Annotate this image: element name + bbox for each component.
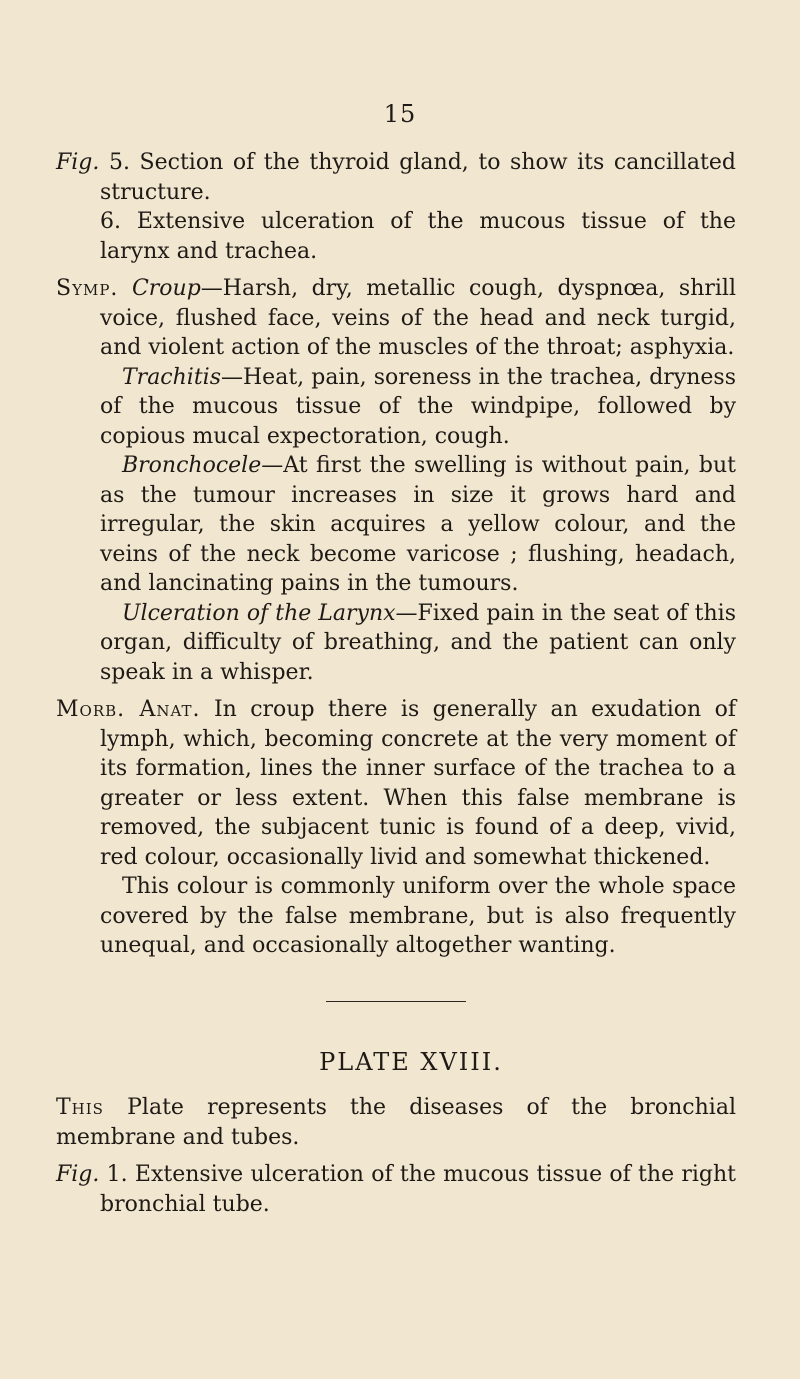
ulceration-text: —Fixed pain in the seat of this organ, difficulty of breathing, and the patient can only speak in a whisper. [100, 600, 736, 685]
fig-6-text: 6. Extensive ulceration of the mucous tissue of the larynx and trachea. [100, 209, 736, 264]
morbid-anatomy-continued [56, 872, 736, 961]
morb-text-1: In croup there is generally an exudation of lymph, which, becoming concrete at the very moment of its formation, lines the inner surface of the trachea to a greater or less extent. When this false membrane is removed, the subjacent tunic is found of a deep, vivid, red colour, occasionally livid and somewhat thickened. [100, 697, 736, 870]
croup-text: —Harsh, dry, metallic cough, dyspnœa, shrill voice, flushed face, veins of the head and neck turgid, and violent action of the muscles of the throat; asphyxia. [100, 276, 736, 360]
plate-fig-1-text: 1. Extensive ulceration of the mucous tissue of the right bronchial tube. [99, 1162, 736, 1217]
ulceration-title: Ulceration of the Larynx [122, 600, 396, 626]
bronchocele-title: Bronchocele [122, 453, 262, 478]
symptoms-bronchocele [56, 451, 736, 599]
trachitis-title: Trachitis [122, 364, 221, 390]
page-number: 15 [383, 100, 417, 128]
morbid-anatomy [56, 695, 736, 872]
fig-5-text: 5. Section of the thyroid gland, to show its cancillated structure. [99, 150, 736, 205]
fig-5-caption [56, 148, 736, 207]
plate-intro-text: Plate represents the diseases of the bronchial membrane and tubes. [56, 1095, 736, 1150]
symptoms-croup [56, 274, 736, 363]
page-content [56, 148, 736, 1219]
morb-text-2: This colour is commonly uniform over the whole space covered by the false membrane, but is also frequently unequal, and occasionally altogether wanting. [100, 874, 736, 958]
symptoms-trachitis [56, 363, 736, 452]
fig-label: Fig. [56, 150, 100, 175]
plate-heading: PLATE XVIII. [319, 1047, 503, 1076]
plate-fig-1-caption [56, 1160, 736, 1219]
section-divider [326, 1001, 466, 1002]
symptoms-ulceration-larynx [56, 599, 736, 688]
trachitis-text: —Heat, pain, soreness in the trachea, dryness of the mucous tissue of the windpipe, followed by copious mucal expectoration, cough. [100, 364, 736, 449]
bronchocele-text: —At first the swelling is without pain, but as the tumour increases in size it grows hard and irregular, the skin acquires a yellow colour, and the veins of the neck become varicose ; flushing, headach, and lancinating pains in the tumours. [100, 453, 736, 596]
fig-6-caption [56, 207, 736, 266]
morb-label: Morb. Anat. [56, 697, 201, 722]
plate-intro [56, 1093, 736, 1152]
plate-fig-label: Fig. [56, 1162, 100, 1187]
symp-label: Symp. [56, 276, 119, 301]
plate-intro-label: This [56, 1095, 104, 1120]
croup-title: Croup [131, 276, 201, 301]
